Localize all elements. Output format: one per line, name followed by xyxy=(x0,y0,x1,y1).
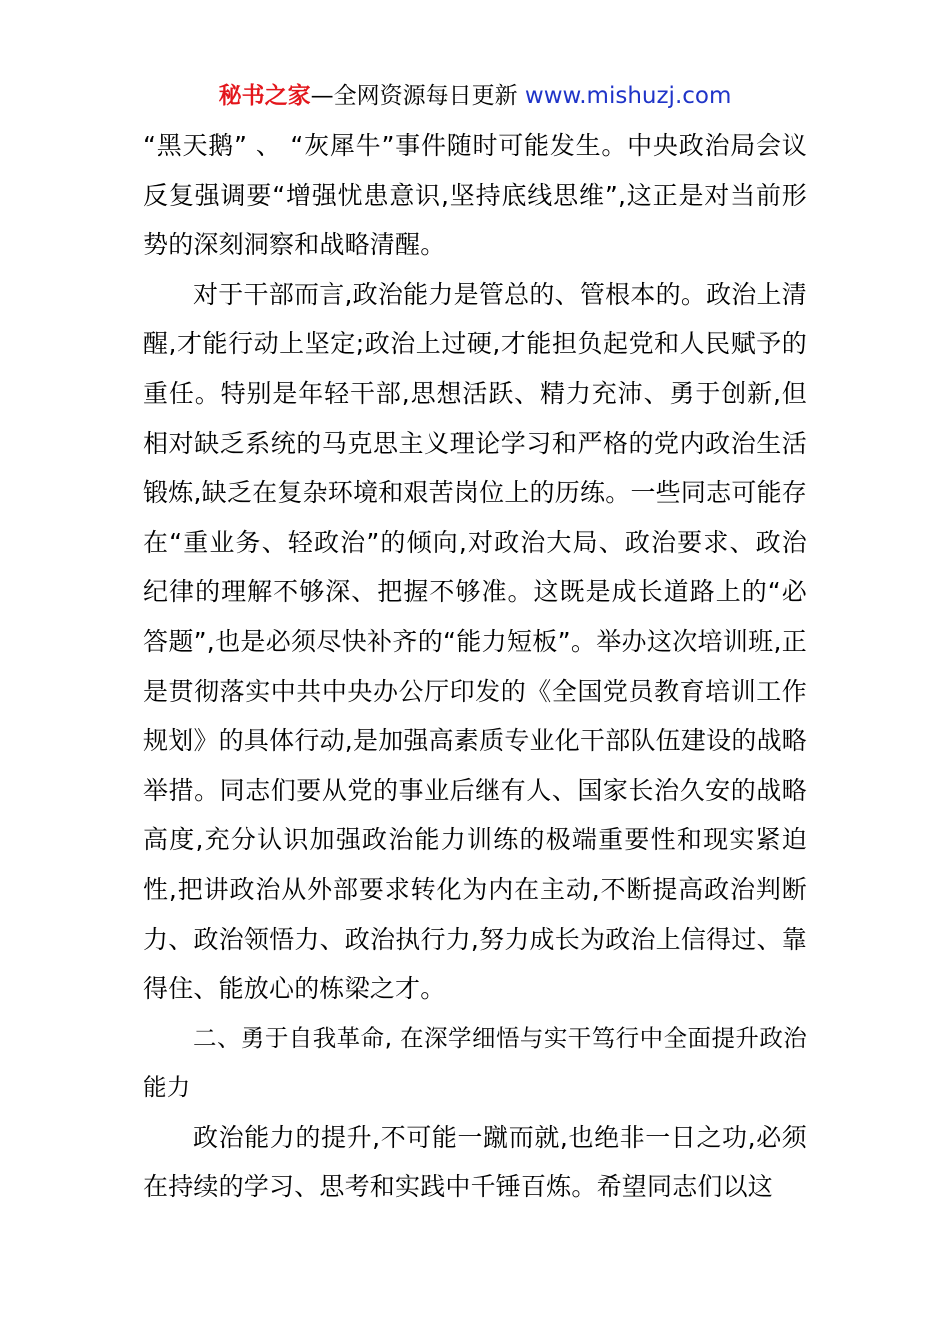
document-body xyxy=(143,121,807,1212)
header-tagline: —全网资源每日更新 xyxy=(310,83,518,109)
section-heading: 二、勇于自我革命, 在深学细悟与实干笃行中全面提升政治能力 xyxy=(143,1023,807,1102)
paragraph: 对于干部而言,政治能力是管总的、管根本的。政治上清醒,才能行动上坚定;政治上过硬,才能担负起党和人民赋予的重任。特别是年轻干部,思想活跃、精力充沛、勇于创新,但相对缺乏系统的马克思主义理论学习和严格的党内政治生活锻炼,缺乏在复杂环境和艰苦岗位上的历练。一些同志可能存在“重业务、轻政治”的倾向,对政治大局、政治要求、政治纪律的理解不够深、把握不够准。这既是成长道路上的“必答题”,也是必须尽快补齐的“能力短板”。举办这次培训班,正是贯彻落实中共中央办公厅印发的《全国党员教育培训工作规划》的具体行动,是加强高素质专业化干部队伍建设的战略举措。同志们要从党的事业后继有人、国家长治久安的战略高度,充分认识加强政治能力训练的极端重要性和现实紧迫性,把讲政治从外部要求转化为内在主动,不断提高政治判断力、政治领悟力、政治执行力,努力成长为政治上信得过、靠得住、能放心的栋梁之才。 xyxy=(143,279,807,1004)
watermark-header xyxy=(0,80,950,112)
paragraph: 政治能力的提升,不可能一蹴而就,也绝非一日之功,必须在持续的学习、思考和实践中千锤百炼。希望同志们以这 xyxy=(143,1122,807,1202)
header-brand: 秘书之家 xyxy=(218,83,311,109)
header-url[interactable]: www.mishuzj.com xyxy=(524,83,732,109)
paragraph-continued: “黑天鹅” 、 “灰犀牛”事件随时可能发生。中央政治局会议反复强调要“增强忧患意识,坚持底线思维”,这正是对当前形势的深刻洞察和战略清醒。 xyxy=(143,131,807,260)
